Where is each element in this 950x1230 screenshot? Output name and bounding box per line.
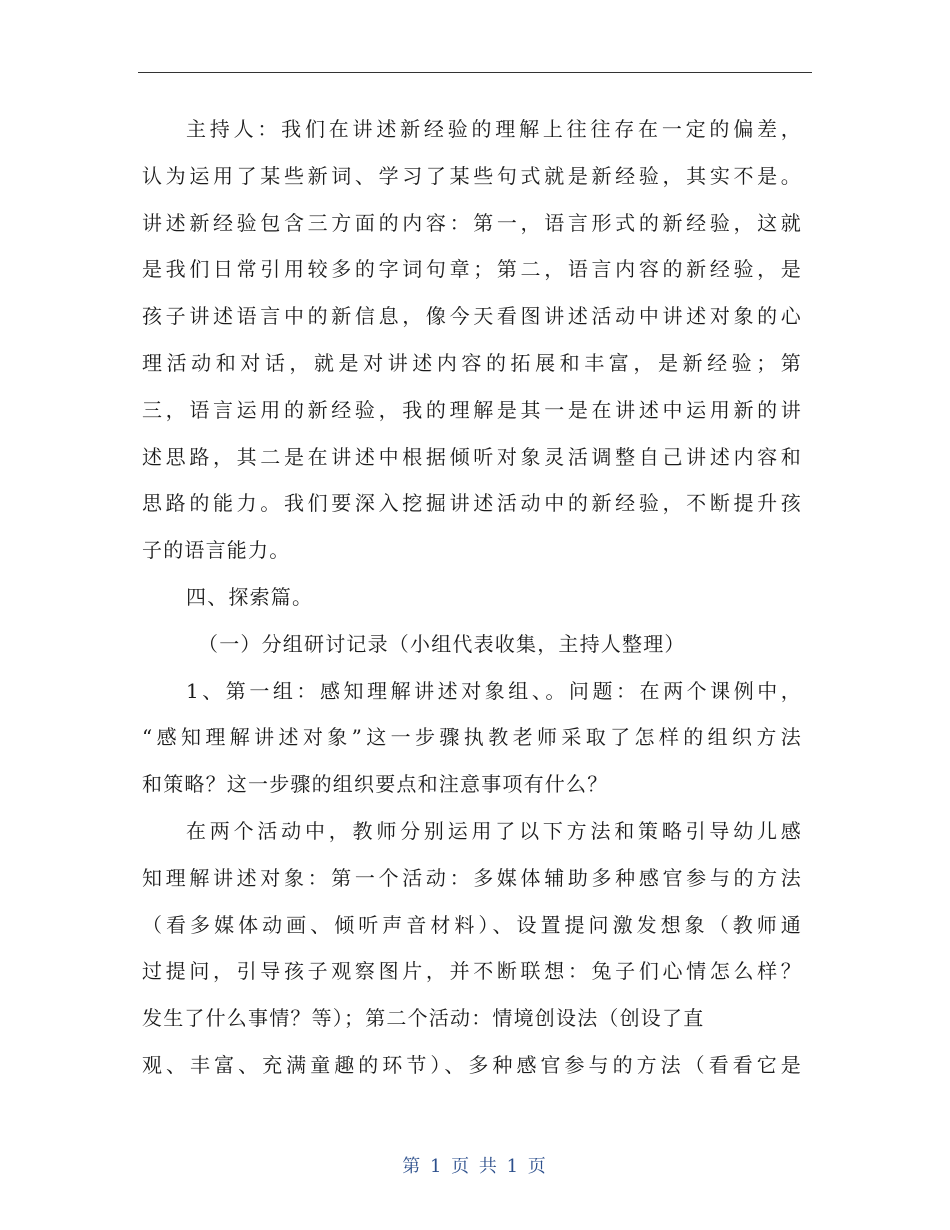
paragraph-line: 在两个活动中，教师分别运用了以下方法和策略引导幼儿感 — [186, 818, 802, 843]
paragraph-line: 思路的能力。我们要深入挖掘讲述活动中的新经验，不断提升孩 — [142, 491, 802, 516]
section-heading: 四、探索篇。 — [186, 584, 314, 609]
paragraph-line: 孩子讲述语言中的新信息，像今天看图讲述活动中讲述对象的心 — [142, 304, 802, 329]
header-rule — [138, 72, 812, 73]
paragraph-line: 观、丰富、充满童趣的环节）、多种感官参与的方法（看看它是 — [142, 1052, 802, 1077]
paragraph-line: 是我们日常引用较多的字词句章；第二，语言内容的新经验，是 — [142, 257, 802, 282]
paragraph-line: 子的语言能力。 — [142, 538, 291, 563]
subsection-heading: （一）分组研讨记录（小组代表收集，主持人整理） — [198, 631, 686, 656]
page-number: 第 1 页 共 1 页 — [402, 1156, 548, 1177]
paragraph-line: （看多媒体动画、倾听声音材料）、设置提问激发想象（教师通 — [142, 912, 802, 937]
paragraph-line: 过提问，引导孩子观察图片，并不断联想：兔子们心情怎么样？ — [142, 959, 802, 984]
paragraph-line: 和策略？这一步骤的组织要点和注意事项有什么？ — [142, 772, 609, 797]
paragraph-line: 1、第一组：感知理解讲述对象组、。问题：在两个课例中， — [186, 678, 802, 703]
document-body — [142, 106, 802, 1089]
paragraph-line: 发生了什么事情？等）；第二个活动：情境创设法（创设了直 — [142, 1006, 705, 1031]
paragraph-line: 三，语言运用的新经验，我的理解是其一是在讲述中运用新的讲 — [142, 397, 802, 422]
paragraph-line: 讲述新经验包含三方面的内容：第一，语言形式的新经验，这就 — [142, 210, 802, 235]
paragraph-line: “感知理解讲述对象”这一步骤执教老师采取了怎样的组织方法 — [142, 725, 802, 750]
paragraph-line: 知理解讲述对象：第一个活动：多媒体辅助多种感官参与的方法 — [142, 865, 802, 890]
paragraph-line: 述思路，其二是在讲述中根据倾听对象灵活调整自己讲述内容和 — [142, 444, 802, 469]
paragraph-line: 理活动和对话，就是对讲述内容的拓展和丰富，是新经验；第 — [142, 350, 802, 375]
paragraph-line: 认为运用了某些新词、学习了某些句式就是新经验，其实不是。 — [142, 163, 802, 188]
paragraph-line: 主持人：我们在讲述新经验的理解上往往存在一定的偏差， — [186, 117, 802, 141]
